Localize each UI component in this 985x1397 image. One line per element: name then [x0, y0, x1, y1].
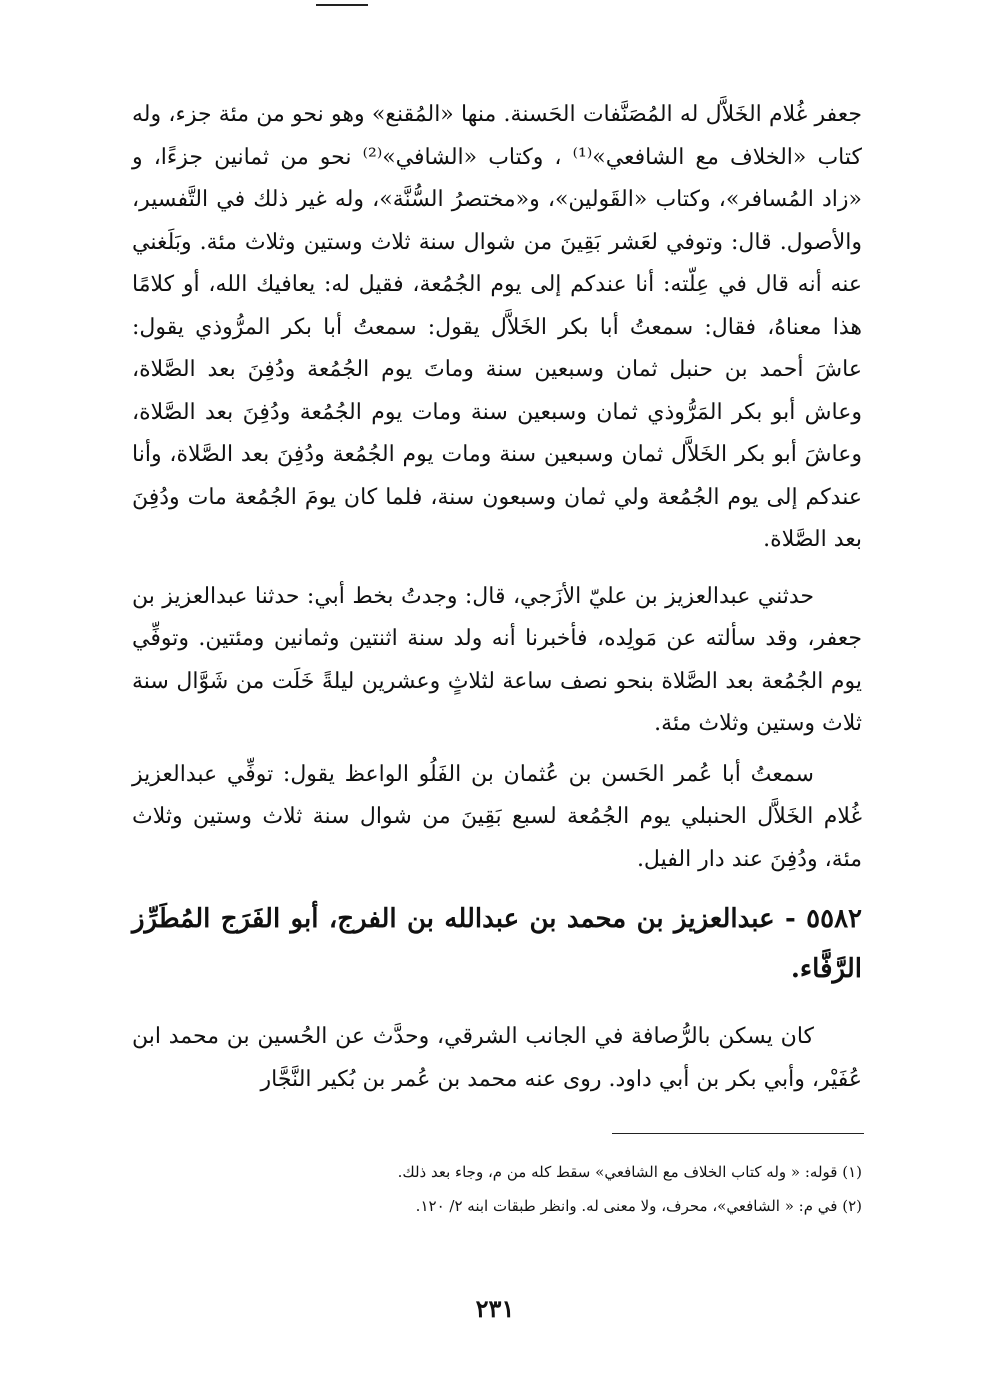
- footnotes: [132, 1155, 862, 1223]
- page-number: ٢٣١: [475, 1294, 515, 1323]
- entry-paragraph: كان يسكن بالرُّصافة في الجانب الشرقي، وحدَّث عن الحُسين بن محمد ابن عُفَيْر، وأبي بكر بن أبي داود. روى عنه محمد بن عُمر بن بُكير النَّجَّار: [132, 1024, 862, 1092]
- paragraph-azaji-report: حدثني عبدالعزيز بن عليّ الأزَجي، قال: وجدتُ بخط أبي: حدثنا عبدالعزيز بن جعفر، وقد سألته عن مَولِده، فأخبرنا أنه ولد سنة اثنتين وثمانين ومئتين. وتوفِّي يوم الجُمُعة بعد الصَّلاة بنحو نصف ساعة لثلاثٍ وعشرين ليلةً خَلَت من شَوَّال سنة ثلاث وستين وثلاث مئة.: [132, 583, 862, 736]
- footnote-2: (٢) في م: « الشافعي»، محرف، ولا معنى له. وانظر طبقات ابنه ٢/ ١٢٠.: [415, 1197, 862, 1215]
- paragraph-continuation: جعفر غُلام الخَلاَّل له المُصَنَّفات الحَسنة. منها «المُقنع» وهو نحو من مئة جزء، وله كتاب «الخلاف مع الشافعي»⁽¹⁾ ، وكتاب «الشافي»⁽²⁾ نحو من ثمانين جزءًا، و «زاد المُسافر»، وكتاب «القَولين»، و«مختصرُ السُّنَّة»، وله غير ذلك في التَّفسير، والأصول. قال: وتوفي لعَشر بَقِينَ من شوال سنة ثلاث وستين وثلاث مئة. وبَلَغني عنه أنه قال في عِلّته: أنا عندكم إلى يوم الجُمُعة، فقيل له: يعافيك الله، أو كلامًا هذا معناهُ، فقال: سمعتُ أبا بكر الخَلاَّل يقول: سمعتُ أبا بكر المرُّوذي يقول: عاشَ أحمد بن حنبل ثمان وسبعين سنة وماتَ يوم الجُمُعة ودُفِنَ بعد الصَّلاة، وعاش أبو بكر المَرُّوذي ثمان وسبعين سنة ومات يوم الجُمُعة ودُفِنَ بعد الصَّلاة، وعاشَ أبو بكر الخَلاَّل ثمان وسبعين سنة ومات يوم الجُمُعة ودُفِنَ بعد الصَّلاة، وأنا عندكم إلى يوم الجُمُعة ولي ثمان وسبعون سنة، فلما كان يومَ الجُمُعة مات ودُفِنَ بعد الصَّلاة.: [132, 102, 862, 552]
- paragraph-falw-report: سمعتُ أبا عُمر الحَسن بن عُثمان بن الفَلُو الواعظ يقول: توفِّي عبدالعزيز غُلام الخَلاَّل الحنبلي يوم الجُمُعة لسبع بَقِينَ من شوال سنة ثلاث وستين وثلاث مئة، ودُفِنَ عند دار الفيل.: [132, 761, 862, 872]
- entry-heading: ٥٥٨٢ - عبدالعزيز بن محمد بن عبدالله بن الفرج، أبو الفَرَج المُطَرِّز الرَّفَّاء.: [132, 904, 862, 984]
- main-text: [132, 94, 862, 1101]
- footnote-separator: [612, 1133, 864, 1134]
- footnote-1: (١) قوله: « وله كتاب الخلاف مع الشافعي» سقط كله من م، وجاء بعد ذلك.: [397, 1163, 862, 1181]
- top-decorative-rule: [316, 4, 368, 6]
